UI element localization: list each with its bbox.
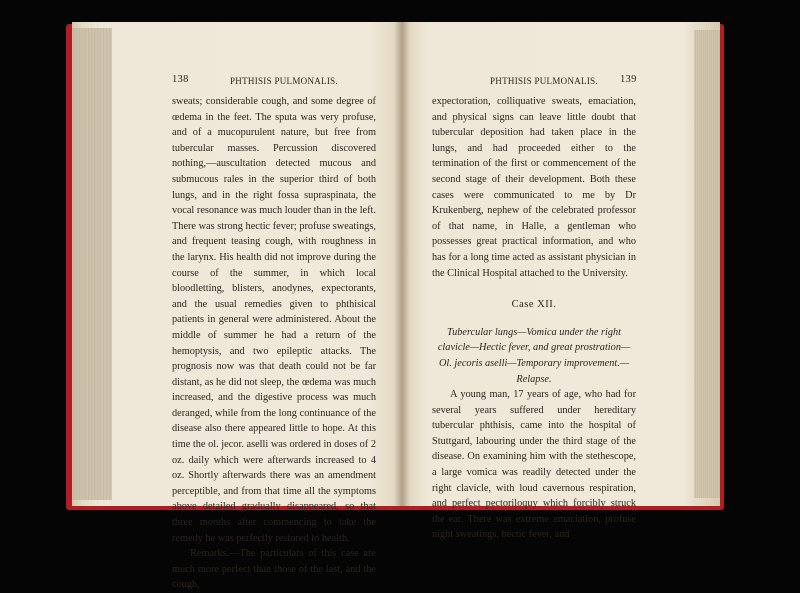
left-running-head: PHTHISIS PULMONALIS. [230, 76, 339, 86]
right-paragraph-top: expectoration, colliquative sweats, emaciation, and physical signs can leave little doubt that tubercular deposition had taken place in the lungs, and had proceeded either to the termination of the first or commencement of the second stage of their development. Both these cases were communicated to me by Dr Krukenberg, nephew of the celebrated professor of that name, in Halle, a gentleman who possesses great practical information, and who has for a long time acted as assistant physician in the Clinical Hospital attached to the University. [432, 96, 636, 279]
left-paragraph-2: Remarks.—The particulars of this case are much more perfect than those of the last, and the cough, [172, 548, 376, 591]
book-gutter [394, 22, 410, 506]
right-page [402, 22, 720, 541]
right-page-edges [694, 30, 720, 498]
left-page [72, 22, 402, 591]
right-page-number: 139 [620, 74, 637, 85]
case-summary: Tubercular lungs—Vomica under the right clavicle—Hectic fever, and great prostration—Ol. jecoris aselli—Temporary improvement.—Relapse. [437, 326, 631, 385]
right-running-head: PHTHISIS PULMONALIS. [490, 76, 599, 86]
left-page-number: 138 [172, 74, 189, 85]
left-paragraph-1: sweats; considerable cough, and some degree of œdema in the feet. The sputa was very profuse, and of a mucopurulent nature, but free from tubercular masses. Percussion discovered nothing,—auscultation detected mucous and submucous rales in the superior third of both lungs, and in the right fossa supraspinata, the vocal resonance was much louder than in the left. There was strong hectic fever; profuse sweatings, and frequent teasing cough, with roughness in the larynx. His health did not improve during the course of the summer, in which local bloodletting, blisters, anodynes, expectorants, and the usual remedies given to phthisical patients in general were administered. About the middle of summer he had a return of the hemoptysis, and two epileptic attacks. The prognosis now was that death could not be far distant, as he did not sleep, the œdema was much increased, and the digestive process was much deranged, while from the long continuance of the disease also there appeared little to hope. At this time the ol. jecor. aselli was ordered in doses of 2 oz. daily which were afterwards increased to 4 oz. Shortly afterwards there was an amendment perceptible, and from that time all the symptoms above detailed gradually disappeared, so that three months after commencing to take the remedy he was perfectly restored to health. [172, 96, 376, 544]
left-page-edges [72, 28, 112, 500]
right-page-body [432, 94, 636, 543]
open-book [72, 22, 720, 591]
right-paragraph-bottom: A young man, 17 years of age, who had for several years suffered under hereditary tubercular phthisis, came into the hospital of Stuttgard, labouring under the third stage of the disease. On examining him with the stethescope, a large vomica was readily detected under the right clavicle, with loud cavernous respiration, and perfect pectoriloquy which forcibly struck the ear. There was extreme emaciation, profuse night sweatings, hectic fever, and [432, 389, 636, 541]
left-page-body [172, 94, 376, 593]
case-heading: Case XII. [511, 299, 557, 311]
